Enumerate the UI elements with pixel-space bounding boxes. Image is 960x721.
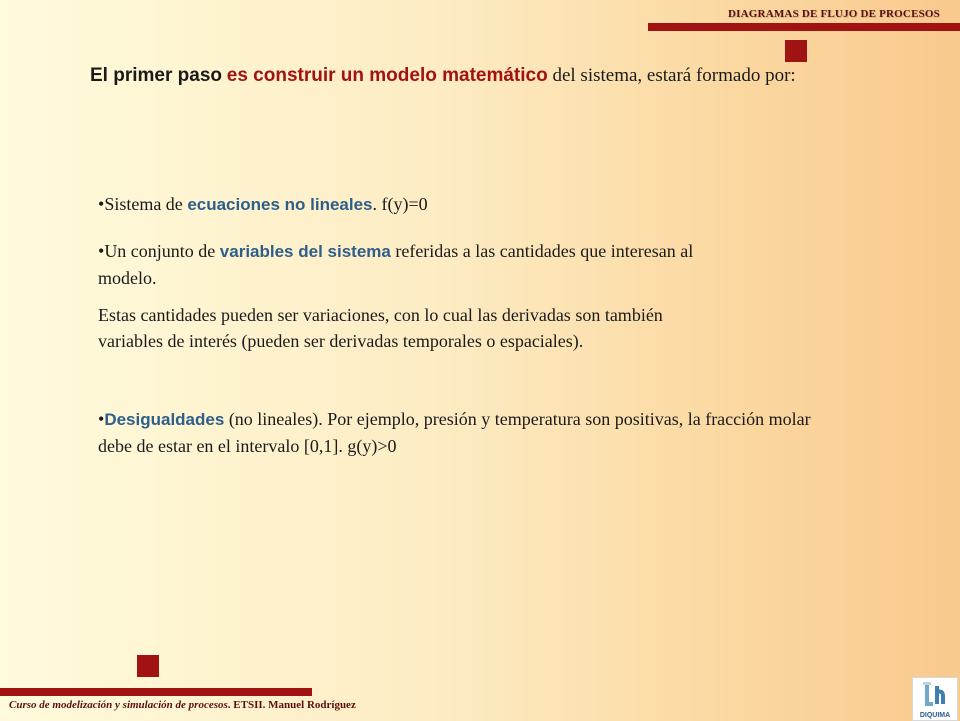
logo-mark-icon xyxy=(913,678,957,710)
intro-lead: El primer paso xyxy=(90,65,222,86)
paragraph-variaciones: Estas cantidades pueden ser variaciones, con lo cual las derivadas son también variables de interés (pueden ser derivadas temporales o espaciales). xyxy=(98,305,663,351)
bullet-marker: • xyxy=(98,241,105,261)
footer-course: Curso de modelización y simulación de procesos xyxy=(9,699,228,711)
bullet-marker: • xyxy=(98,409,105,429)
bullet-text-post: . f(y)=0 xyxy=(372,194,428,214)
accent-square-top xyxy=(785,40,807,62)
bullet-ecuaciones xyxy=(98,191,708,218)
logo-caption: DIQUIMA xyxy=(919,712,951,719)
intro-rest: del sistema, estará formado por: xyxy=(552,65,796,86)
bullet-desigualdades xyxy=(98,406,818,459)
header-title: DIAGRAMAS DE FLUJO DE PROCESOS xyxy=(728,8,940,20)
footer-author: . ETSII. Manuel Rodríguez xyxy=(227,699,356,711)
intro-paragraph xyxy=(90,63,860,89)
bullet-text-pre: Un conjunto de xyxy=(104,241,220,261)
diquima-logo xyxy=(912,677,958,721)
footer-text xyxy=(9,699,356,711)
bullet-marker: • xyxy=(98,194,105,214)
footer-rule xyxy=(0,688,312,696)
bullet-text-post: (no lineales). Por ejemplo, presión y temperatura son positivas, la fracción molar debe de estar en el intervalo [0,1]. g(y)>0 xyxy=(98,409,811,456)
bullet-text-post: referidas a las cantidades que interesan al modelo. xyxy=(98,241,694,288)
accent-square-bottom xyxy=(137,655,159,677)
intro-highlight: es construir un modelo matemático xyxy=(226,65,548,86)
bullet-emphasis: Desigualdades xyxy=(104,410,225,429)
bullet-variables xyxy=(98,238,708,291)
bullet-emphasis: ecuaciones no lineales xyxy=(187,195,373,214)
bullet-text-pre: Sistema de xyxy=(104,194,188,214)
header-rule xyxy=(648,23,960,31)
bullet-emphasis: variables del sistema xyxy=(219,242,391,261)
